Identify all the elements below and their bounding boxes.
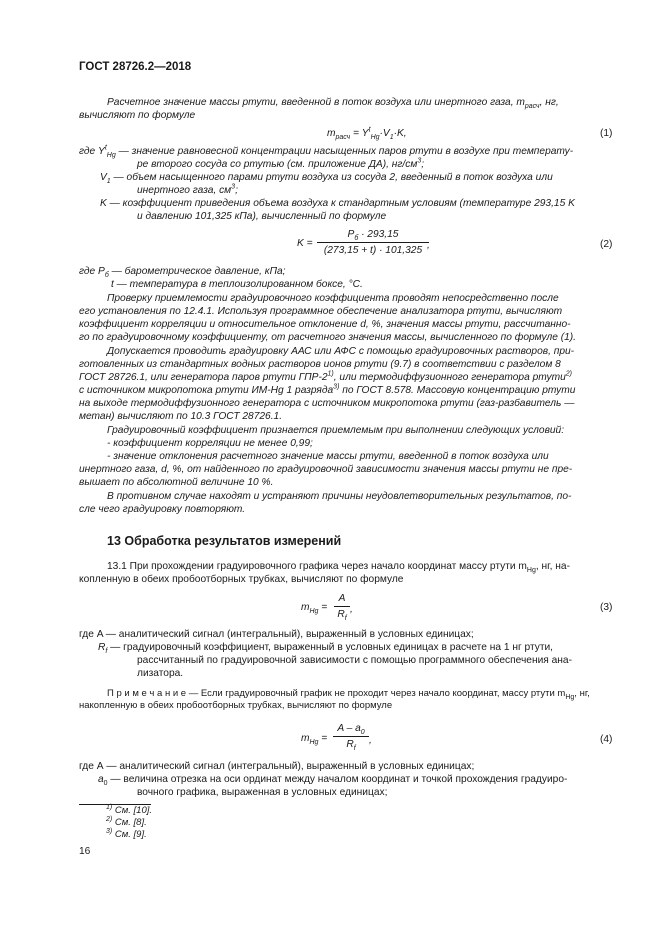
note-line-2: накопленную в обеих пробоотборных трубках, вычисляют по формуле [79,700,393,711]
note-line-1: П р и м е ч а н и е — Если градуировочный график не проходит через начало координат, массу ртути $m_{Hg}$, нг, [107,688,590,701]
footnote-1: $^{1)}$ См. [10]. [106,803,153,816]
formula-4-fraction [333,722,369,751]
where-y-line-2: ре второго сосуда со ртутью (см. приложение ДА), $нг/см^3$; [137,157,425,170]
intro-line-2: вычисляют по формуле [79,110,196,121]
where4-a0-line-2: вочного графика, выраженная в условных единицах; [137,787,388,798]
where-k-line-2: и давлению 101,325 кПа), вычисленный по формуле [137,211,387,222]
formula-2-numerator: $P_б \cdot 293,15$ [347,229,399,243]
formula-4-tail: , [369,735,372,746]
check-paragraph-line-3: коэффициент корреляции и относительное отклонение d, %, значения массы ртути, рассчитанно- [79,319,571,330]
where4-a-line: где А — аналитический сигнал (интегральный), выраженный в условных единицах; [79,761,475,772]
allowed-paragraph-line-3: ГОСТ 28726.1, или генератора паров ртути ГПР-2$^{1)}$, или термодиффузионного генератора ртути$^{2)}$ [79,370,572,383]
page-number: 16 [79,846,91,857]
conditions-line-3: - значение отклонения расчетного значение массы ртути, введенной в поток воздуха или [107,451,549,462]
intro-line-1: Расчетное значение массы ртути, введенной в поток воздуха или инертного газа, $m_{расч}$, нг, [107,97,559,111]
allowed-paragraph-line-1: Допускается проводить градуировку ААС или АФС с помощью градуировочных растворов, при- [107,346,575,357]
document-header: ГОСТ 28726.2—2018 [79,61,192,73]
where-a-line: где A — аналитический сигнал (интегральный), выраженный в условных единицах; [79,629,474,640]
formula-1-number: (1) [600,128,613,139]
formula-3-tail: , [350,604,353,615]
section-13-para-line-2: копленную в обеих пробоотборных трубках, вычисляют по формуле [79,574,404,585]
where4-a0-line-1: $a_0$ — величина отрезка на оси ординат между началом координат и точкой прохождения градуиро- [98,774,568,788]
conditions-line-5: вышает по абсолютной величине 10 %. [79,477,274,488]
formula-3-number: (3) [600,602,613,613]
where-v-line-2: инертного газа, $см^3$; [137,183,238,196]
where-rf-line-2: рассчитанный по градуировочной зависимости с помощью программного обеспечения ана- [137,655,572,666]
where-p-line: где $P_б$ — барометрическое давление, кПа; [79,266,286,280]
section-13-heading: 13 Обработка результатов измерений [107,534,342,548]
check-paragraph-line-2: его установления по 12.4.1. Используя программное обеспечение анализатора ртути, вычисляют [79,306,563,317]
formula-4-number: (4) [600,734,613,745]
formula-3-numerator: A [338,593,346,604]
formula-2-fraction [317,228,429,257]
allowed-paragraph-line-6: метан) вычисляют по 10.3 ГОСТ 28726.1. [79,411,283,422]
formula-4-numerator: A – $a_0$ [337,723,365,737]
allowed-paragraph-line-2: готовленных из стандартных водных растворов ионов ртути (9.7) в соответствии с разделом 8 [79,359,561,370]
where-v-line-1: $V_1$ — объем насыщенного парами ртути воздуха из сосуда 2, введенный в поток воздуха или [100,172,553,186]
formula-2-number: (2) [600,239,613,250]
formula-4-denominator: $R_f$ [346,739,356,753]
conditions-line-4: инертного газа, d, %, от найденного по градуировочной зависимости значения массы ртути не пре- [79,464,573,475]
allowed-paragraph-line-5: на выходе термодиффузионного генератора с источником микропотока ртути (газ-разбавитель — [79,398,575,409]
formula-2-denominator: (273,15 + t) · 101,325 [323,245,423,256]
footnote-3: $^{3)}$ См. [9]. [106,827,147,840]
section-13-para-line-1: 13.1 При прохождении градуировочного графика через начало координат массу ртути $m_{Hg}$, нг, на- [107,561,570,575]
formula-3-fraction [334,592,350,621]
formula-2-lhs: K = [297,238,313,249]
formula-3-lhs: $m_{Hg}$ = [301,602,328,616]
where-k-line-1: K — коэффициент приведения объема воздуха к стандартным условиям (температуре 293,15 K [100,198,575,209]
allowed-paragraph-line-4: с источником микропотока ртути ИМ-Hg 1 разряда$^{3)}$ по ГОСТ 8.578. Массовую концентрацию ртути [79,383,576,396]
conditions-line-1: Градуировочный коэффициент признается приемлемым при выполнении следующих условий: [107,425,565,436]
conditions-line-2: - коэффициент корреляции не менее 0,99; [107,438,313,449]
formula-1: $m_{расч} = Y^t_{Hg}\cdot V_1\cdot K$, [327,126,407,142]
where-y-line-1: где $Y^t_{Hg}$ — значение равновесной концентрации насыщенных паров ртути в воздухе при температу- [79,144,574,160]
formula-2-tail: , [427,240,430,251]
where-t-line: t — температура в теплоизолированном боксе, °С. [111,279,363,290]
formula-3-denominator: $R_f$ [337,609,347,623]
where-rf-line-3: лизатора. [137,668,184,679]
check-paragraph-line-1: Проверку приемлемости градуировочного коэффициента проводят непосредственно после [107,293,559,304]
footnote-2: $^{2)}$ См. [8]. [106,815,147,828]
check-paragraph-line-4: го по градуировочному коэффициенту, от расчетного значения массы, вычисленного по формуле (1). [79,332,576,343]
else-paragraph-line-1: В противном случае находят и устраняют причины неудовлетворительных результатов, по- [107,491,572,502]
else-paragraph-line-2: сле чего градуировку повторяют. [79,504,246,515]
where-rf-line-1: $R_f$ — градуировочный коэффициент, выраженный в условных единицах в расчете на 1 нг ртути, [98,642,554,656]
formula-4-lhs: $m_{Hg}$ = [301,733,328,747]
